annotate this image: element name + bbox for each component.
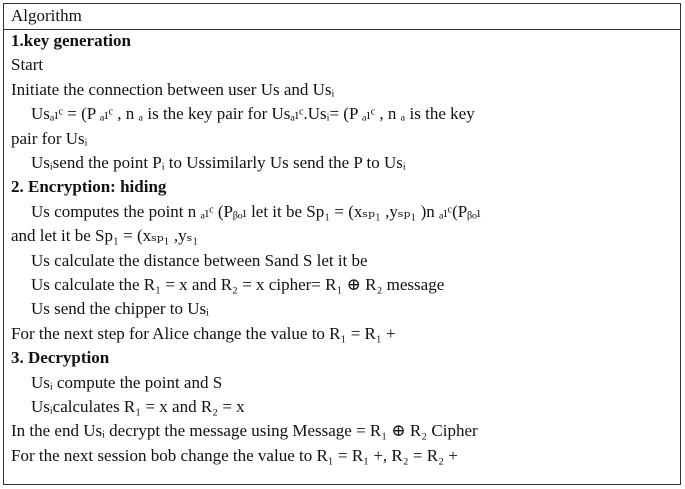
algorithm-line: For the next session bob change the value to R₁ = R₁ +, R₂ = R₂ + [11, 445, 458, 465]
algorithm-line: Usₐₗᶜ = (P ₐₗᶜ , n ₐ is the key pair for Usₐₗᶜ.Usᵢ= (P ₐₗᶜ , n ₐ is the key [31, 104, 475, 124]
algorithm-table [3, 3, 681, 485]
table-header: Algorithm [4, 4, 680, 30]
algorithm-line: In the end Usᵢ decrypt the message using Message = R₁ ⊕ R₂ Cipher [11, 421, 478, 441]
algorithm-line: 3. Decryption [11, 348, 110, 368]
algorithm-line: Us calculate the distance between Sand S let it be [31, 250, 368, 270]
algorithm-line: and let it be Sp₁ = (xₛₚ₁ ,yₛ₁ [11, 226, 199, 246]
algorithm-line: 2. Encryption: hiding [11, 177, 167, 197]
algorithm-line: Initiate the connection between user Us and Usᵢ [11, 79, 335, 99]
algorithm-line: Usᵢcalculates R₁ = x and R₂ = x [31, 397, 245, 416]
algorithm-line: Usᵢ compute the point and S [31, 372, 223, 392]
algorithm-line: 1.key generation [11, 31, 131, 50]
algorithm-line: Usᵢsend the point Pᵢ to Ussimilarly Us send the P to Usᵢ [31, 153, 406, 172]
algorithm-line: Us send the chipper to Usᵢ [31, 299, 209, 319]
algorithm-line: pair for Usᵢ [11, 128, 88, 148]
algorithm-line: Us computes the point n ₐₗᶜ (Pᵦₒₗ let it be Sp₁ = (xₛₚ₁ ,yₛₚ₁ )n ₐₗᶜ(Pᵦₒₗ [31, 201, 482, 221]
algorithm-line: Us calculate the R₁ = x and R₂ = x cipher= R₁ ⊕ R₂ message [31, 275, 445, 294]
algorithm-line: Start [11, 55, 44, 75]
algorithm-line: For the next step for Alice change the value to R₁ = R₁ + [11, 323, 396, 343]
